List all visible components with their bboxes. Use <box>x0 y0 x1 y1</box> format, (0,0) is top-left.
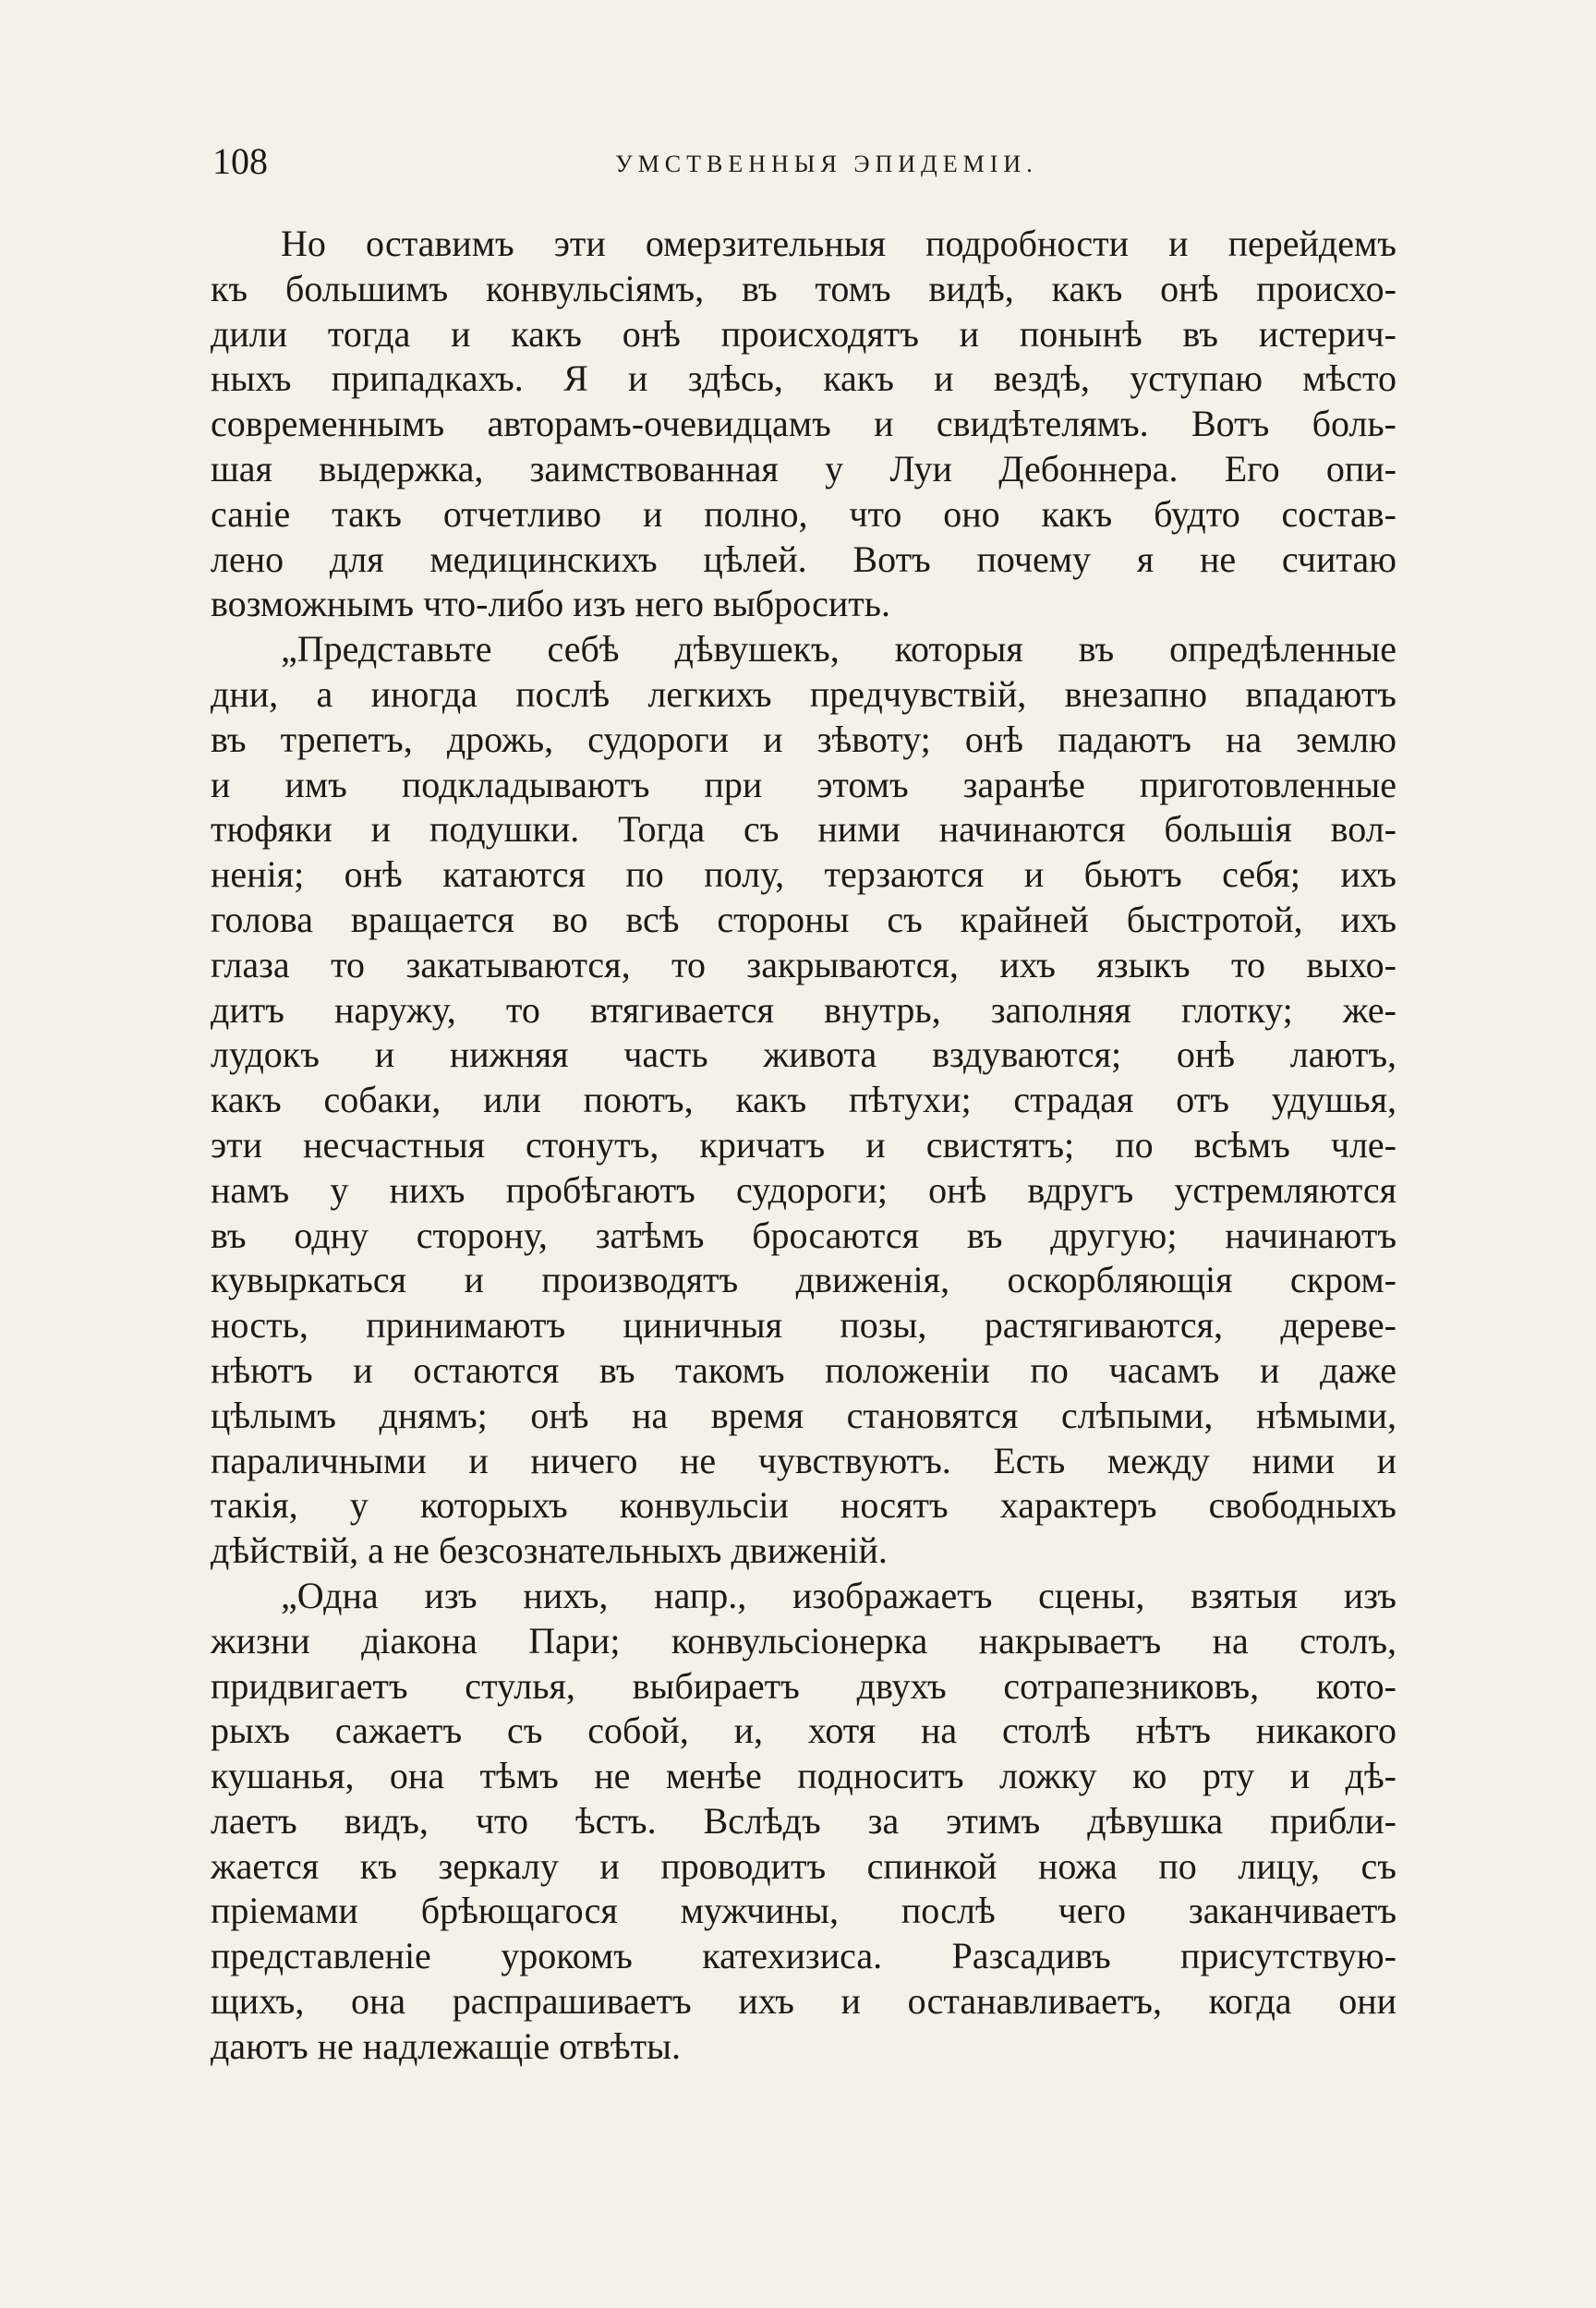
text-line: придвигаетъ стулья, выбираетъ двухъ сотрапезниковъ, кото- <box>211 1664 1396 1707</box>
text-line: въ трепетъ, дрожь, судороги и зѣвоту; онѣ падаютъ на землю <box>211 718 1396 760</box>
text-line: саніе такъ отчетливо и полно, что оно какъ будто состав- <box>211 492 1396 535</box>
text-line: и имъ подкладываютъ при этомъ заранѣе приготовленные <box>211 763 1396 805</box>
text-line: къ большимъ конвульсіямъ, въ томъ видѣ, какъ онѣ происхо- <box>211 267 1396 309</box>
text-line: ненія; онѣ катаются по полу, терзаются и бьютъ себя; ихъ <box>211 853 1396 896</box>
text-line: жается къ зеркалу и проводитъ спинкой ножа по лицу, съ <box>211 1844 1396 1887</box>
text-line: возможнымъ что-либо изъ него выбросить. <box>211 583 890 625</box>
text-line: жизни діакона Пари; конвульсіонерка накрываетъ на столъ, <box>211 1619 1396 1662</box>
text-line: лудокъ и нижняя часть живота вздуваются; онѣ лаютъ, <box>211 1033 1396 1076</box>
page-number: 108 <box>212 140 268 182</box>
text-line: въ одну сторону, затѣмъ бросаются въ другую; начинаютъ <box>211 1214 1396 1256</box>
text-line: кушанья, она тѣмъ не менѣе подноситъ ложку ко рту и дѣ- <box>211 1755 1396 1797</box>
text-line: такія, у которыхъ конвульсіи носятъ характеръ свободныхъ <box>211 1484 1396 1527</box>
text-line: тюфяки и подушки. Тогда съ ними начинаются большія вол- <box>211 808 1396 851</box>
text-line: представленіе урокомъ катехизиса. Разсадивъ присутствую- <box>211 1935 1396 1977</box>
text-line: какъ собаки, или поютъ, какъ пѣтухи; страдая отъ удушья, <box>211 1079 1396 1121</box>
text-line: цѣлымъ днямъ; онѣ на время становятся слѣпыми, нѣмыми, <box>211 1394 1396 1436</box>
text-line: параличными и ничего не чувствуютъ. Есть между ними и <box>211 1439 1396 1481</box>
text-line: намъ у нихъ пробѣгаютъ судороги; онѣ вдругъ устремляются <box>211 1168 1396 1211</box>
text-line: даютъ не надлежащіе отвѣты. <box>211 2024 681 2067</box>
running-title: УМСТВЕННЫЯ ЭПИДЕМІИ. <box>615 151 1038 177</box>
text-line: глаза то закатываются, то закрываются, ихъ языкъ то выхо- <box>211 943 1396 985</box>
page-header <box>212 139 1395 194</box>
text-line: пріемами брѣющагося мужчины, послѣ чего заканчиваетъ <box>211 1890 1396 1932</box>
text-line: „Представьте себѣ дѣвушекъ, которыя въ опредѣленные <box>281 628 1396 671</box>
text-line: эти несчастныя стонутъ, кричатъ и свистятъ; по всѣмъ чле- <box>211 1123 1396 1166</box>
text-line: нѣютъ и остаются въ такомъ положеніи по часамъ и даже <box>211 1348 1396 1391</box>
text-line: рыхъ сажаетъ съ собой, и, хотя на столѣ нѣтъ никакого <box>211 1710 1396 1752</box>
text-line: ныхъ припадкахъ. Я и здѣсь, какъ и вездѣ, уступаю мѣсто <box>211 357 1396 400</box>
text-line: голова вращается во всѣ стороны съ крайней быстротой, ихъ <box>211 898 1396 940</box>
paragraph-3 <box>211 1574 1396 2070</box>
text-line: ность, принимаютъ циничныя позы, растягиваются, дереве- <box>211 1304 1396 1347</box>
paragraph-1 <box>211 222 1396 627</box>
text-line: дили тогда и какъ онѣ происходятъ и понынѣ въ истерич- <box>211 312 1396 355</box>
text-line: „Одна изъ нихъ, напр., изображаетъ сцены, взятыя изъ <box>281 1574 1396 1616</box>
text-line: лено для медицинскихъ цѣлей. Вотъ почему я не считаю <box>211 538 1396 580</box>
text-line: щихъ, она распрашиваетъ ихъ и останавливаетъ, когда они <box>211 1980 1396 2023</box>
text-line: дѣйствій, а не безсознательныхъ движеній. <box>211 1529 888 1572</box>
text-line: шая выдержка, заимствованная у Луи Дебоннера. Его опи- <box>211 447 1396 489</box>
paragraph-2 <box>211 627 1396 1574</box>
text-line: кувыркаться и производятъ движенія, оскорбляющія скром- <box>211 1259 1396 1301</box>
text-line: дни, а иногда послѣ легкихъ предчувствій, внезапно впадаютъ <box>211 672 1396 715</box>
text-line: Но оставимъ эти омерзительныя подробности и перейдемъ <box>281 223 1396 264</box>
text-line: дитъ наружу, то втягивается внутрь, заполняя глотку; же- <box>211 988 1396 1031</box>
text-line: современнымъ авторамъ-очевидцамъ и свидѣтелямъ. Вотъ боль- <box>211 403 1396 445</box>
text-line: лаетъ видъ, что ѣстъ. Вслѣдъ за этимъ дѣвушка прибли- <box>211 1799 1396 1842</box>
body-text <box>211 222 1396 2070</box>
